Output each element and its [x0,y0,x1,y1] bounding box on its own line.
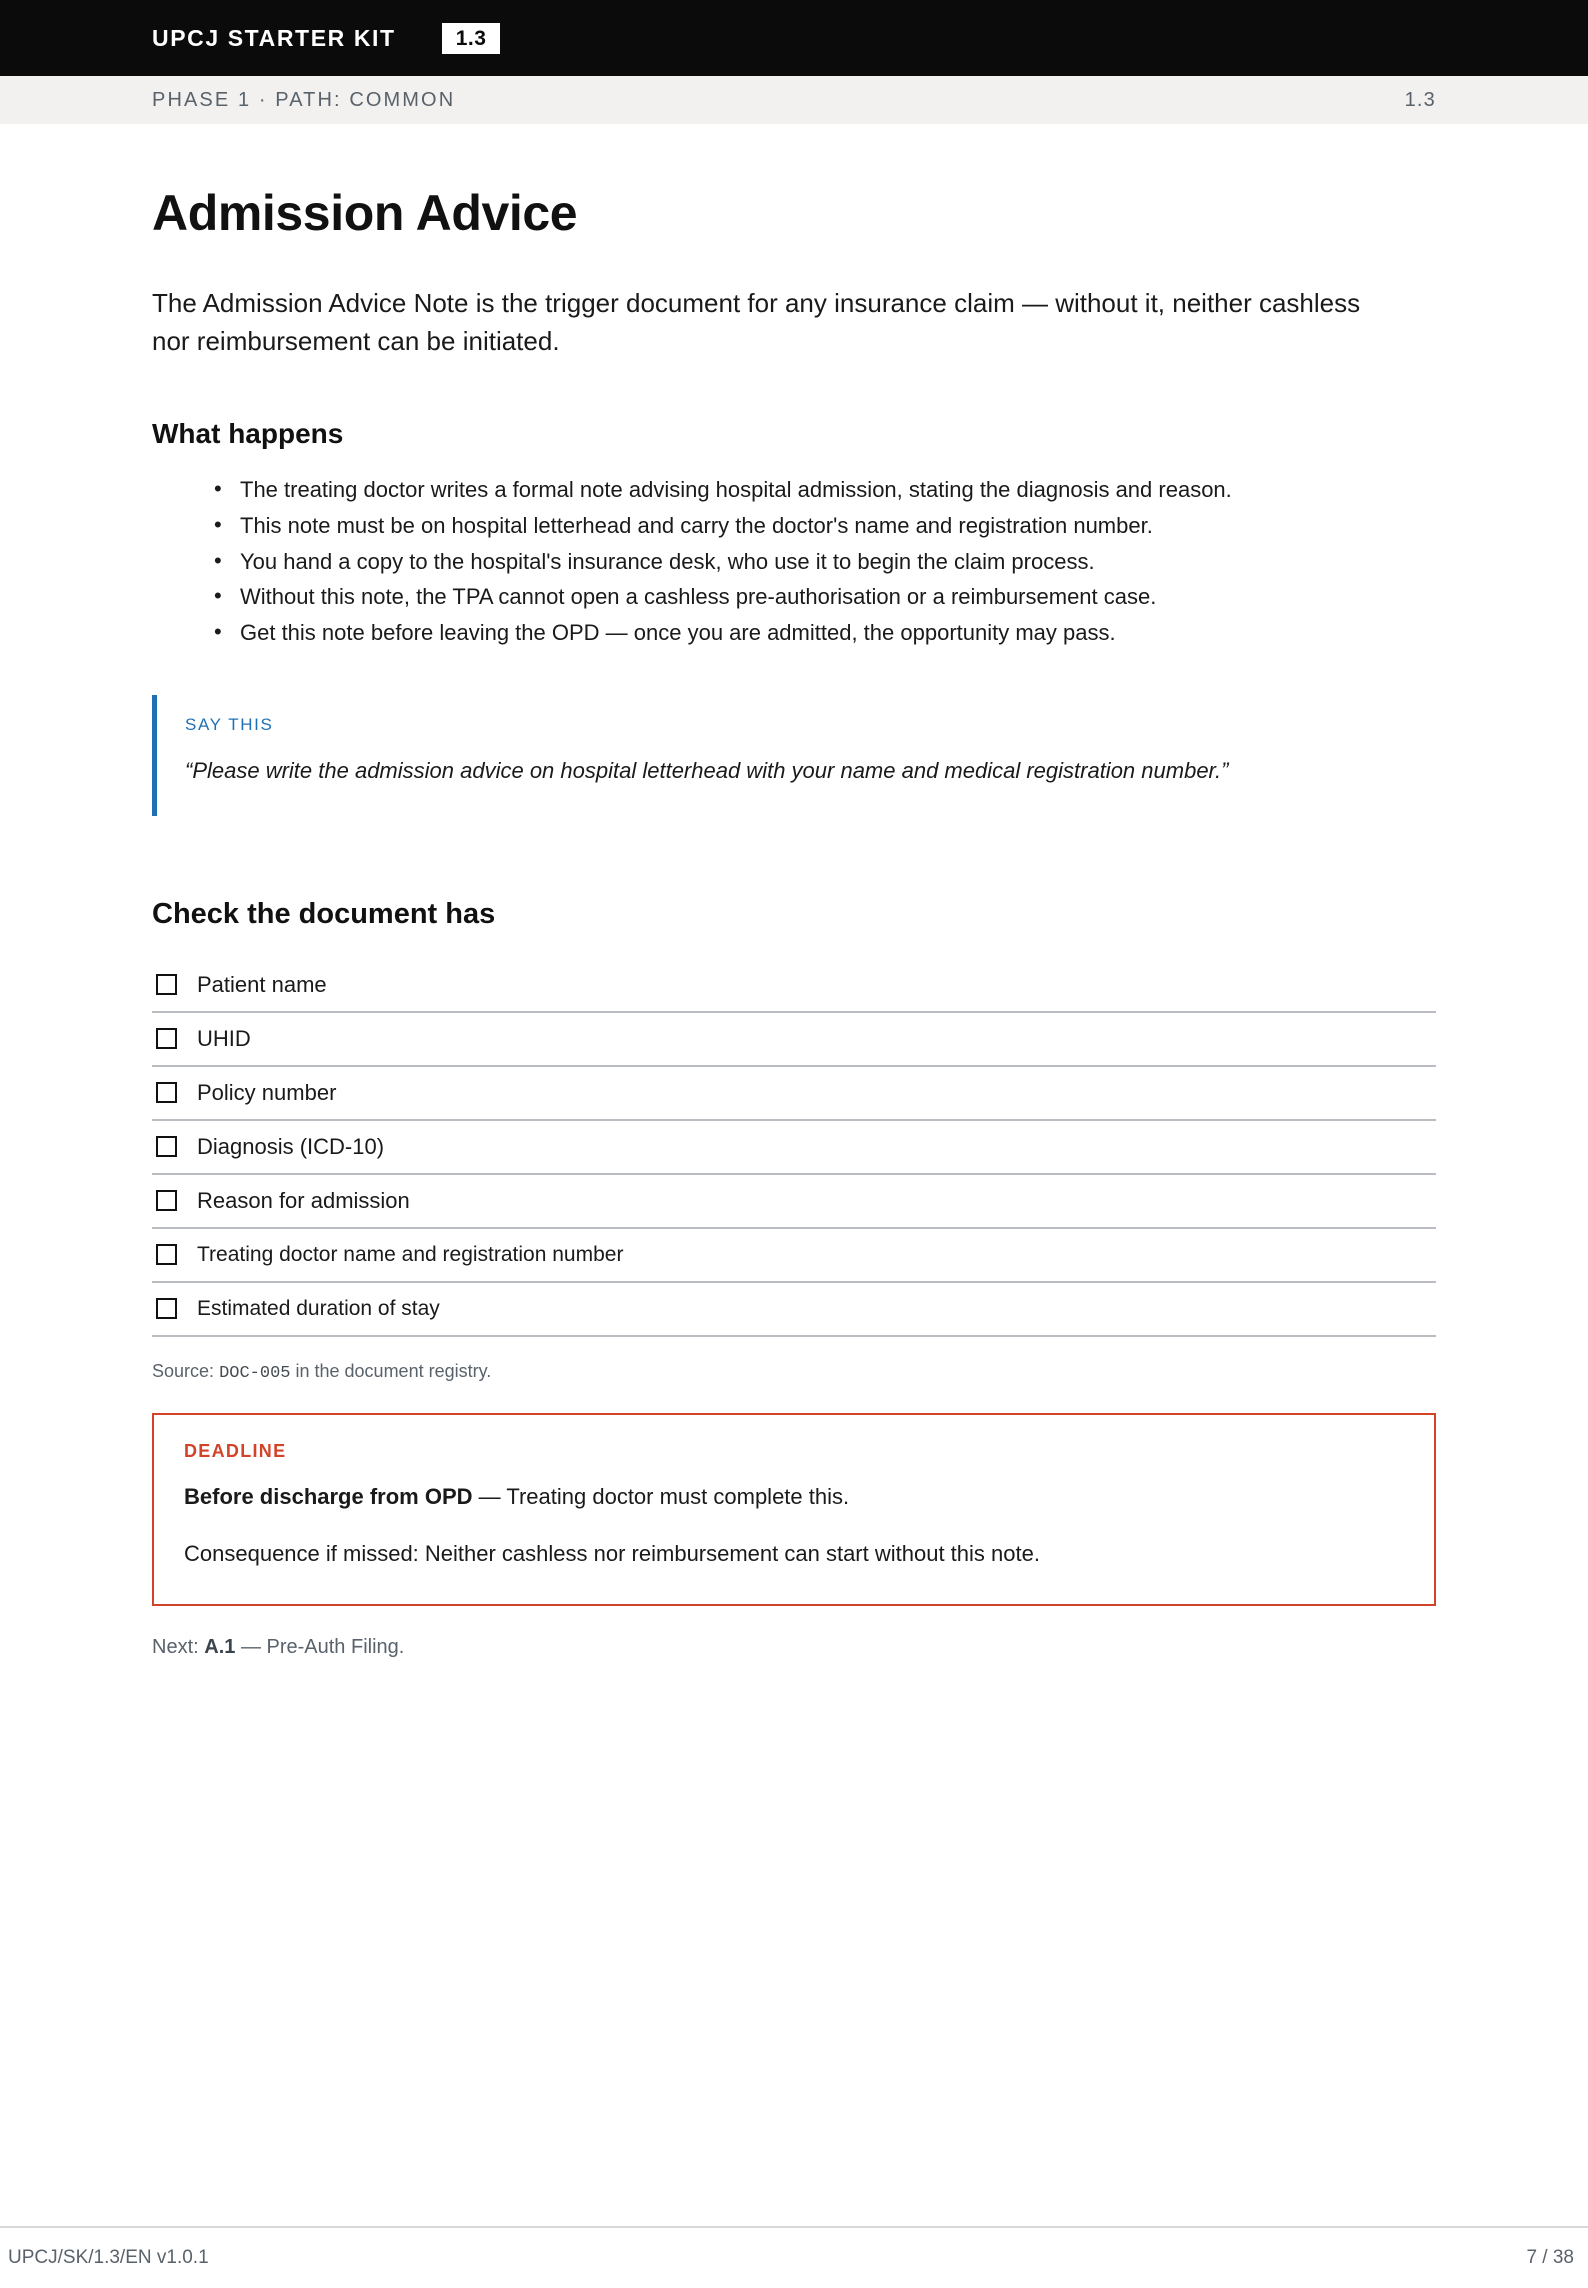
list-item: • You hand a copy to the hospital's insurance desk, who use it to begin the claim process. [214,544,1436,580]
next-step-note [152,1636,1436,1659]
source-note [152,1361,1436,1383]
next-code: A.1 [204,1635,236,1658]
footer-page-number: 7 / 38 [1526,2247,1574,2268]
section-number: 1.3 [1404,88,1436,111]
list-item: • Get this note before leaving the OPD — once you are admitted, the opportunity may pass. [214,615,1436,651]
checkbox-icon[interactable] [156,974,177,995]
checkbox-icon[interactable] [156,1244,177,1265]
footer-doc-ref: UPCJ/SK/1.3/EN v1.0.1 [8,2247,209,2268]
list-item: • This note must be on hospital letterhead and carry the doctor's name and registration number. [214,508,1436,544]
checklist-row[interactable] [152,1283,1436,1337]
source-code: DOC-005 [219,1363,291,1383]
checkbox-icon[interactable] [156,1028,177,1049]
checklist-row[interactable] [152,1013,1436,1067]
what-happens-list [152,472,1436,650]
say-this-label: SAY THIS [185,714,274,734]
deadline-callout [152,1413,1436,1606]
kit-title: UPCJ STARTER KIT [152,24,396,51]
checklist-item-label: Diagnosis (ICD-10) [197,1133,385,1159]
checkbox-icon[interactable] [156,1190,177,1211]
deadline-bold-text: Before discharge from OPD [184,1483,473,1509]
page-content [0,184,1588,1659]
page-title: Admission Advice [152,185,578,241]
checklist-item-label: Reason for admission [197,1187,410,1213]
deadline-label: DEADLINE [184,1440,287,1461]
checklist-heading: Check the document has [152,897,496,930]
checklist-item-label: UHID [197,1025,251,1051]
checklist-item-label: Treating doctor name and registration number [197,1242,624,1266]
say-this-callout [152,695,1436,816]
checkbox-icon[interactable] [156,1298,177,1319]
checklist-item-label: Estimated duration of stay [197,1296,440,1320]
app-header [0,0,1588,76]
list-item: • The treating doctor writes a formal note advising hospital admission, stating the diagnosis and reason. [214,472,1436,508]
breadcrumb-bar [0,76,1588,124]
deadline-rest-text: — Treating doctor must complete this. [472,1483,850,1509]
lede-paragraph: The Admission Advice Note is the trigger document for any insurance claim — without it, neither cashless nor reimbursement can be initiated. [152,288,1361,356]
checkbox-icon[interactable] [156,1082,177,1103]
next-suffix: — Pre-Auth Filing. [240,1635,405,1658]
checklist-row[interactable] [152,1067,1436,1121]
breadcrumb: PHASE 1 · PATH: COMMON [152,88,456,111]
checklist-row[interactable] [152,959,1436,1013]
page-footer [0,2226,1588,2288]
next-prefix: Next: [152,1635,199,1658]
deadline-consequence: Consequence if missed: Neither cashless nor reimbursement can start without this note. [184,1540,1040,1566]
checklist-row[interactable] [152,1121,1436,1175]
source-prefix: Source: [152,1360,215,1381]
checklist-row[interactable] [152,1229,1436,1283]
list-item: • Without this note, the TPA cannot open a cashless pre-authorisation or a reimbursement case. [214,579,1436,615]
deadline-main-text [184,1480,1404,1513]
document-checklist [152,959,1436,1337]
source-suffix: in the document registry. [295,1360,492,1381]
checklist-item-label: Patient name [197,971,327,997]
what-happens-heading: What happens [152,418,344,450]
checklist-item-label: Policy number [197,1079,337,1105]
checklist-row[interactable] [152,1175,1436,1229]
section-badge: 1.3 [442,23,501,54]
checkbox-icon[interactable] [156,1136,177,1157]
say-this-quote: “Please write the admission advice on hospital letterhead with your name and medical registration number.” [185,757,1229,783]
